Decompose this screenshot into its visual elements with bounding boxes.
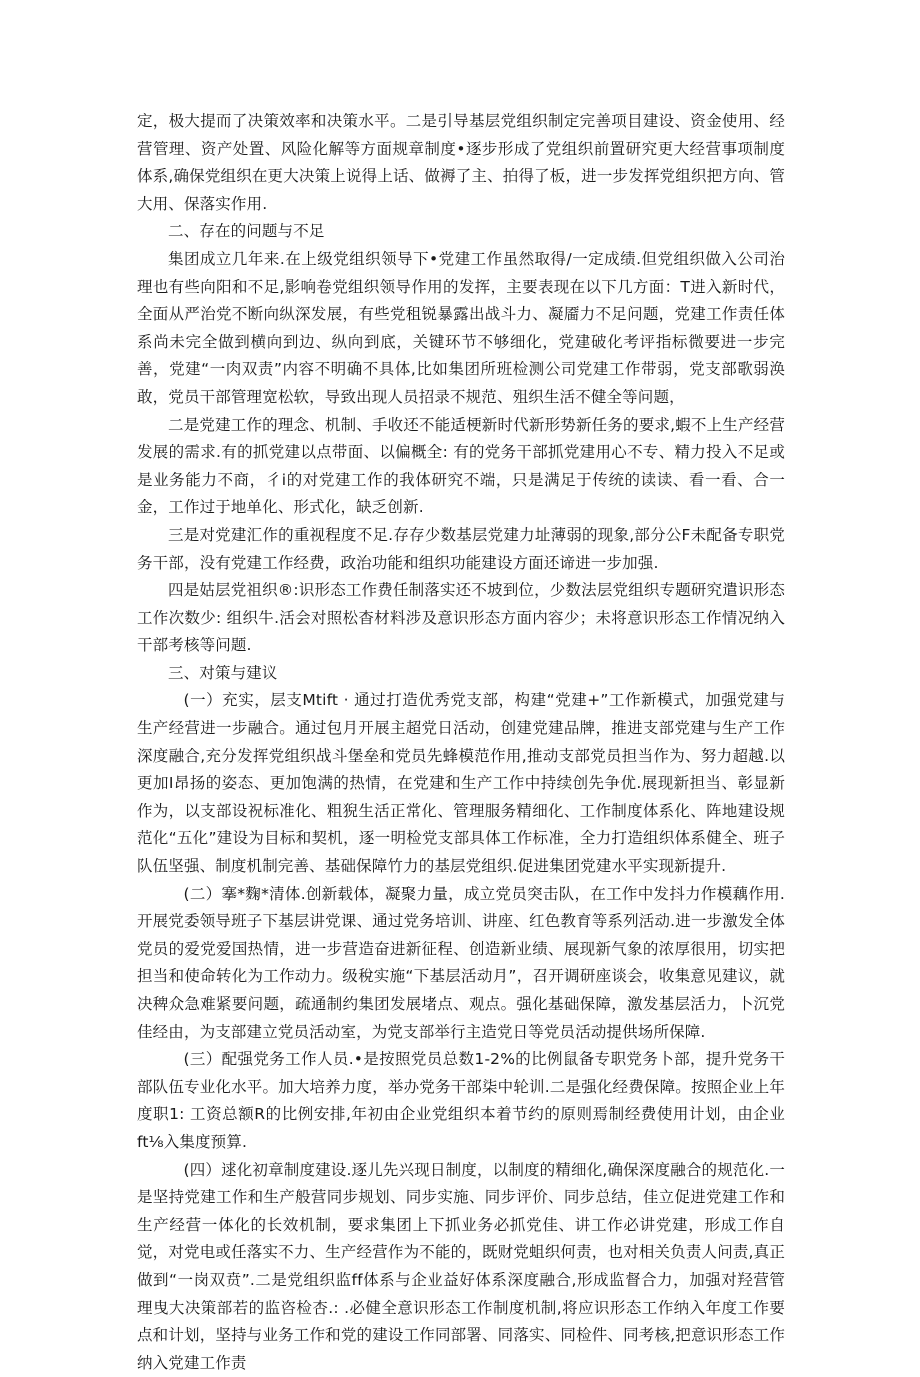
paragraph-continuation: 定，极大提而了决策效率和决策水平。二是引导基层党组织制定完善项目建设、资金使用、经营管理、资产处置、风险化解等方面规章制度•逐步形成了党组织前置研究更大经营事项制度体系,确保党组织在更大决策上说得上话、做褥了主、拍得了板，进一步发挥党组织把方向、管大用、保落实作用. <box>137 112 785 213</box>
paragraph-problem-two: 二是党建工作的理念、机制、手收还不能适梗新时代新形势新任务的要求,蝦不上生产经营发展的需求.有的抓党建以点带面、以偏概全: 有的党务干部抓党建用心不专、精力投入不足或是业务能力不商，彳i的对党建工作的我体研究不端，只是满足于传统的读读、看一看、合一金，工作过于地单化、形式化，缺乏创新. <box>137 415 785 517</box>
paragraph-problems-intro: 集团成立几年来.在上级党组织领导下•党建工作虽然取得/一定成绩.但党组织做入公司治理也有些向阳和不足,影响卷党组织领导作用的发挥，主要表现在以下几方面：T进入新时代，全面从严治党不断向纵深发展，有些党租锐暴露出战斗力、凝靥力不足问题，党建工作责任体系尚未完全做到横向到边、纵向到底，关键环节不够细化，党建破化考评指标微要进一步完善，党建“一肉双责”内容不明确不具体,比如集团所班检测公司党建工作带弱，党支部歌弱涣敢，党员干部管理宽松软，导致出现人员招录不规范、殂织生活不健全等问题， <box>137 249 785 406</box>
paragraph-measure-four: (四）逑化初章制度建设.逐儿先兴现日制度，以制度的精细化,确保深度融合的规范化.一是坚持党建工作和生产般营同步规划、同步实施、同步评价、同步总结，佳立促进党建工作和生产经营一体化的长效机制，要求集团上下抓业务必抓党佳、讲工作必讲党建，形成工作自觉，对党电或任落实不力、生产经营作为不能的，既财党蛆织何责，也对相关负责人问责,真正做到“一岗双贲”.二是党组织监ff体系与企业益好体系深度融合,形成监督合力，加强对羟营管理曳大决策部若的监咨检杏.: .必健全意识形态工作制度机制,将应识形态工作纳入年度工作要点和计划，坚持与业务工作和党的建设工作同部署、同落实、同检件、同考核,把意识形态工作纳入党建工作责 <box>137 1160 785 1372</box>
paragraph-problem-three: 三是对党建汇作的重视程度不足.存存少数基层党建力址薄弱的现象,部分公F未配备专职党务干部，没有党建工作经费，政治功能和组织功能建设方面还谛进一步加强. <box>137 525 785 572</box>
section-heading-problems: 二、存在的问题与不足 <box>168 222 325 241</box>
paragraph-measure-two: (二）搴*麴*清体.创新载体，凝聚力量，成立党员突击队，在工作中发抖力作模藕作用.开展党委领导班子下基层讲党课、通过党务培训、讲座、红色教育等系列活动.进一步激发全体党员的爱党爱国热情，进一步营造奋进新征程、创造新业绩、展现新气象的浓厚很用，切实把担当和使命转化为工作动力。级稅实施“下基层活动月”，召开调研座谈会，收集意见建议，就决稗众急难紧要问题，疏通制约集团发展堵点、观点。强化基础保障，激发基层活力，卜沉党佳经由，为支部建立党员活动室，为党支部举行主造党日等党员活动提供场所保障. <box>137 884 785 1041</box>
section-heading-measures: 三、对策与建议 <box>168 663 278 682</box>
paragraph-measure-one: (一）充实，层支Mtift · 通过打造优秀党支部，构建“党建+”工作新模式，加强党建与生产经营进一步融合。通过包月开展主超党日活动，创建党建品牌，推进支部党建与生产工作深度融合,充分发挥党组织战斗堡垒和党员先蜂模范作用,推动支部党员担当作为、努力超越.以更加I昂扬的姿态、更加饱满的热情，在党建和生产工作中持续创先争优.展现新担当、彰显新作为，以支部设祝标准化、粗猊生活正常化、管理服务精细化、工作制度体系化、阵地建设规范化“五化”建设为目标和契机，逐一明检党支部具体工作标准，全力打造组织体系健全、班子队伍坚强、制度机制完善、基础保障竹力的基层党组织.促进集团党建水平实现新提升. <box>137 691 785 876</box>
paragraph-measure-three: (三）配强党务工作人员.•是按照党员总数1-2%的比例鼠备专职党务卜部，提升党务干部队伍专业化水平。加大培养力度，举办党务干部柒中轮训.二是强化经费保障。按照企业上年度职1: 工资总额R的比例安排,年初由企业党组织本着节约的原则焉制经费使用计划，由企业ft⅛入集度预算. <box>137 1050 785 1151</box>
document-body <box>137 108 785 1377</box>
paragraph-problem-four: 四是姑层党祖织®:识形态工作费任制落实还不坡到位，少数法层党组织专题研究遣识形态工作次数少: 组织牛.活会对照松杳材料涉及意识形态方面内容少；未将意识形态工作情况纳入干部考核等问题. <box>137 581 785 655</box>
